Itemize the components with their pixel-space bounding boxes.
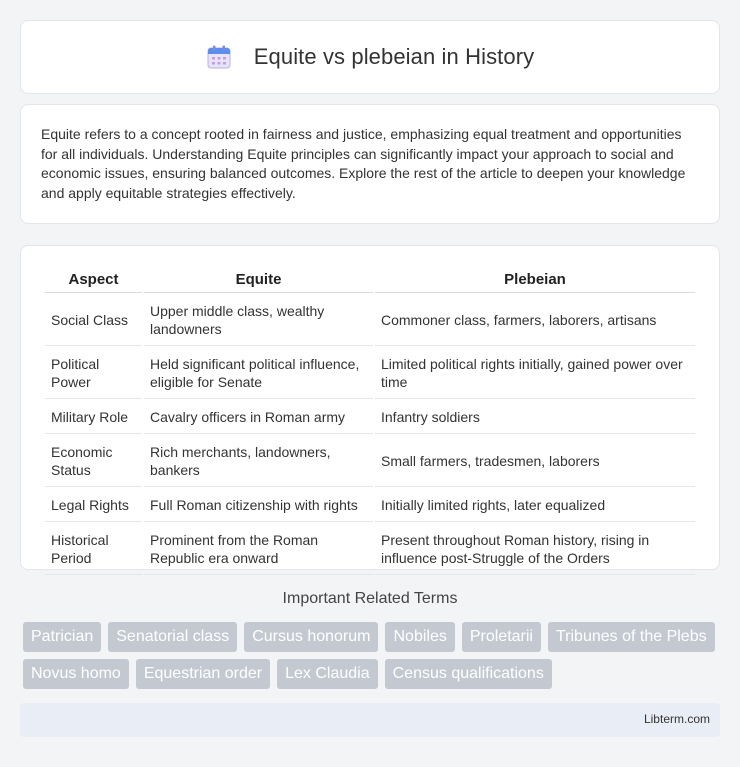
table-row <box>45 436 695 487</box>
related-term-tag[interactable]: Census qualifications <box>385 659 552 689</box>
table-row <box>45 348 695 399</box>
table-cell-aspect: Historical Period <box>45 524 142 575</box>
footer <box>20 703 720 737</box>
related-term-tag[interactable]: Cursus honorum <box>244 622 378 652</box>
table-cell-aspect: Legal Rights <box>45 489 142 522</box>
column-header-equite: Equite <box>144 268 373 293</box>
comparison-table <box>43 266 697 577</box>
table-cell-aspect: Political Power <box>45 348 142 399</box>
column-header-aspect: Aspect <box>45 268 142 293</box>
table-row <box>45 489 695 522</box>
table-cell-aspect: Economic Status <box>45 436 142 487</box>
column-header-plebeian: Plebeian <box>375 268 695 293</box>
related-term-tag[interactable]: Equestrian order <box>136 659 270 689</box>
calendar-icon <box>206 44 232 70</box>
intro-text: Equite refers to a concept rooted in fairness and justice, emphasizing equal treatment and opportunities for all individuals. Understanding Equite principles can significantly impact your approach to social and economic issues, ensuring balanced outcomes. Explore the rest of the article to deepen your knowledge and apply equitable strategies effectively. <box>41 126 686 201</box>
related-terms-list <box>23 622 723 689</box>
comparison-table-card <box>20 245 720 570</box>
table-row <box>45 295 695 346</box>
related-term-tag[interactable]: Novus homo <box>23 659 129 689</box>
table-cell-equite: Full Roman citizenship with rights <box>144 489 373 522</box>
related-term-tag[interactable]: Tribunes of the Plebs <box>548 622 715 652</box>
related-term-tag[interactable]: Senatorial class <box>108 622 237 652</box>
table-cell-plebeian: Initially limited rights, later equalized <box>375 489 695 522</box>
table-cell-equite: Held significant political influence, eligible for Senate <box>144 348 373 399</box>
table-row <box>45 524 695 575</box>
table-cell-plebeian: Present throughout Roman history, rising in influence post-Struggle of the Orders <box>375 524 695 575</box>
footer-site-link[interactable]: Libterm.com <box>643 712 710 726</box>
table-row <box>45 401 695 434</box>
table-cell-equite: Upper middle class, wealthy landowners <box>144 295 373 346</box>
table-cell-plebeian: Commoner class, farmers, laborers, artisans <box>375 295 695 346</box>
table-cell-plebeian: Limited political rights initially, gained power over time <box>375 348 695 399</box>
related-term-tag[interactable]: Nobiles <box>385 622 454 652</box>
page-title: Equite vs plebeian in History <box>253 44 535 69</box>
header-title-wrap <box>206 44 535 70</box>
table-cell-equite: Rich merchants, landowners, bankers <box>144 436 373 487</box>
related-term-tag[interactable]: Patrician <box>23 622 101 652</box>
header-card <box>20 20 720 94</box>
table-cell-equite: Cavalry officers in Roman army <box>144 401 373 434</box>
related-term-tag[interactable]: Proletarii <box>462 622 541 652</box>
table-cell-plebeian: Infantry soldiers <box>375 401 695 434</box>
intro-card <box>20 104 720 224</box>
related-term-tag[interactable]: Lex Claudia <box>277 659 378 689</box>
table-cell-equite: Prominent from the Roman Republic era onward <box>144 524 373 575</box>
table-cell-plebeian: Small farmers, tradesmen, laborers <box>375 436 695 487</box>
table-cell-aspect: Military Role <box>45 401 142 434</box>
related-terms-title: Important Related Terms <box>282 590 458 607</box>
table-cell-aspect: Social Class <box>45 295 142 346</box>
table-header-row <box>45 268 695 293</box>
